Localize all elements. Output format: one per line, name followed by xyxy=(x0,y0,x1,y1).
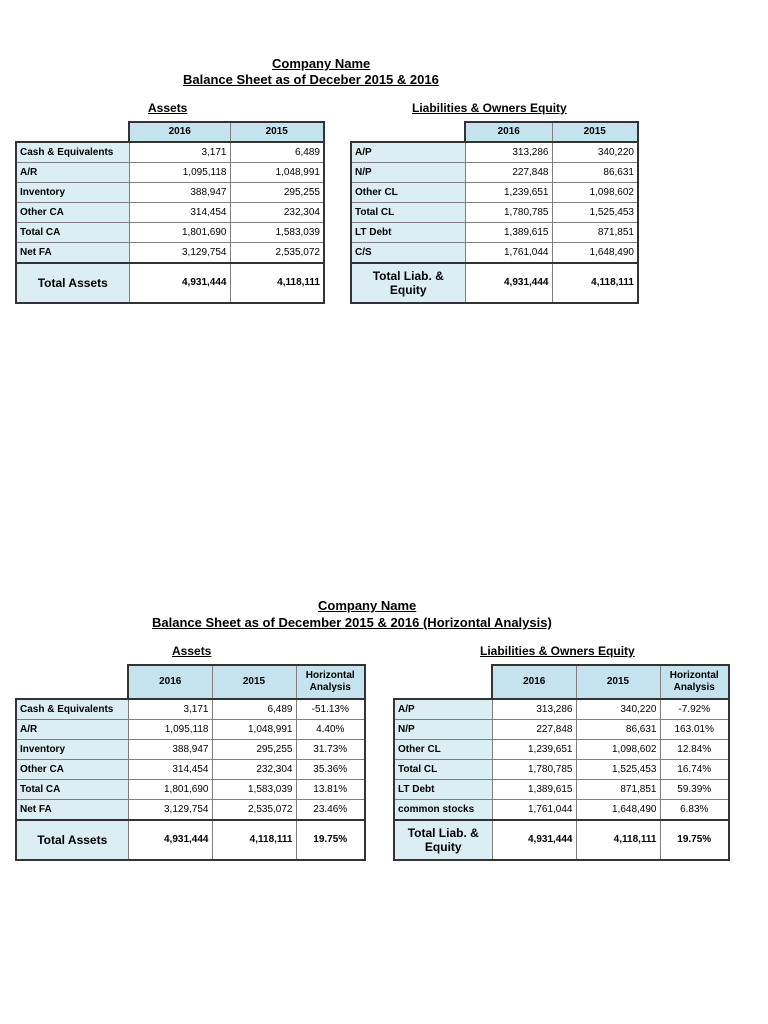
table-row xyxy=(16,203,324,223)
table-row xyxy=(16,800,365,821)
total-value-2015: 4,118,111 xyxy=(552,263,638,303)
row-label: A/P xyxy=(351,142,465,163)
value-2016: 388,947 xyxy=(128,740,212,760)
total-value-2015: 4,118,111 xyxy=(576,820,660,860)
value-2015: 1,583,039 xyxy=(230,223,324,243)
value-2016: 1,780,785 xyxy=(492,760,576,780)
table-row xyxy=(394,720,729,740)
sheet2-liab-label: Liabilities & Owners Equity xyxy=(480,644,635,658)
row-label: Other CA xyxy=(16,203,129,223)
sheet1-title: Company Name xyxy=(272,56,371,71)
row-label: LT Debt xyxy=(351,223,465,243)
value-2015: 295,255 xyxy=(212,740,296,760)
value-2016: 1,095,118 xyxy=(129,163,230,183)
value-2016: 1,239,651 xyxy=(465,183,552,203)
value-2015: 232,304 xyxy=(212,760,296,780)
row-label: Total CL xyxy=(394,760,492,780)
value-2015: 1,048,991 xyxy=(212,720,296,740)
value-2016: 1,095,118 xyxy=(128,720,212,740)
value-2015: 871,851 xyxy=(552,223,638,243)
row-label: Other CL xyxy=(351,183,465,203)
row-label: C/S xyxy=(351,243,465,264)
horizontal-analysis-value: 31.73% xyxy=(296,740,365,760)
sheet1-assets-label: Assets xyxy=(148,101,188,115)
value-2015: 1,648,490 xyxy=(552,243,638,264)
value-2015: 871,851 xyxy=(576,780,660,800)
value-2016: 1,780,785 xyxy=(465,203,552,223)
row-label: Cash & Equivalents xyxy=(16,142,129,163)
sheet2-subtitle: Balance Sheet as of December 2015 & 2016 (Horizontal Analysis) xyxy=(152,615,552,630)
table-row xyxy=(394,760,729,780)
table-row xyxy=(394,780,729,800)
col-header-2016: 2016 xyxy=(492,665,576,699)
table-row xyxy=(351,203,638,223)
value-2016: 1,239,651 xyxy=(492,740,576,760)
sheet1-assets-table xyxy=(15,121,325,304)
table-row xyxy=(16,223,324,243)
value-2016: 1,761,044 xyxy=(492,800,576,821)
value-2015: 86,631 xyxy=(552,163,638,183)
value-2016: 388,947 xyxy=(129,183,230,203)
row-label: LT Debt xyxy=(394,780,492,800)
sheet2-title: Company Name xyxy=(318,598,417,613)
value-2016: 314,454 xyxy=(128,760,212,780)
table-row xyxy=(16,699,365,720)
value-2016: 3,171 xyxy=(129,142,230,163)
row-label: A/R xyxy=(16,720,128,740)
value-2016: 1,761,044 xyxy=(465,243,552,264)
table-row xyxy=(351,142,638,163)
horizontal-analysis-value: 6.83% xyxy=(660,800,729,821)
total-liab-label: Total Liab. & Equity xyxy=(351,263,465,303)
sheet1-subtitle: Balance Sheet as of Deceber 2015 & 2016 xyxy=(183,72,439,87)
horizontal-analysis-value: -7.92% xyxy=(660,699,729,720)
value-2015: 1,098,602 xyxy=(576,740,660,760)
horizontal-analysis-value: 59.39% xyxy=(660,780,729,800)
table-row xyxy=(16,183,324,203)
value-2016: 1,389,615 xyxy=(465,223,552,243)
total-assets-label: Total Assets xyxy=(16,820,128,860)
value-2015: 295,255 xyxy=(230,183,324,203)
row-label: Total CL xyxy=(351,203,465,223)
total-horizontal-analysis: 19.75% xyxy=(296,820,365,860)
total-value-2016: 4,931,444 xyxy=(129,263,230,303)
table-row xyxy=(16,780,365,800)
value-2016: 313,286 xyxy=(492,699,576,720)
value-2015: 340,220 xyxy=(576,699,660,720)
row-label: Total CA xyxy=(16,223,129,243)
value-2015: 1,098,602 xyxy=(552,183,638,203)
row-label: Other CA xyxy=(16,760,128,780)
row-label: N/P xyxy=(394,720,492,740)
table-row xyxy=(394,800,729,821)
col-header-2016: 2016 xyxy=(129,122,230,142)
value-2015: 1,525,453 xyxy=(552,203,638,223)
value-2015: 2,535,072 xyxy=(212,800,296,821)
total-row xyxy=(16,820,365,860)
value-2016: 1,801,690 xyxy=(128,780,212,800)
horizontal-analysis-value: -51.13% xyxy=(296,699,365,720)
table-row xyxy=(351,183,638,203)
value-2016: 3,129,754 xyxy=(128,800,212,821)
col-header-2016: 2016 xyxy=(465,122,552,142)
table-row xyxy=(16,142,324,163)
total-horizontal-analysis: 19.75% xyxy=(660,820,729,860)
col-header-horizontal-analysis: Horizontal Analysis xyxy=(660,665,729,699)
row-label: Net FA xyxy=(16,800,128,821)
row-label: Inventory xyxy=(16,183,129,203)
row-label: common stocks xyxy=(394,800,492,821)
horizontal-analysis-value: 12.84% xyxy=(660,740,729,760)
col-header-2015: 2015 xyxy=(230,122,324,142)
sheet1-liab-label: Liabilities & Owners Equity xyxy=(412,101,567,115)
value-2015: 1,648,490 xyxy=(576,800,660,821)
total-value-2016: 4,931,444 xyxy=(465,263,552,303)
table-row xyxy=(16,163,324,183)
col-header-2015: 2015 xyxy=(212,665,296,699)
row-label: Other CL xyxy=(394,740,492,760)
value-2015: 232,304 xyxy=(230,203,324,223)
col-header-horizontal-analysis: Horizontal Analysis xyxy=(296,665,365,699)
row-label: A/P xyxy=(394,699,492,720)
table-row xyxy=(16,740,365,760)
table-row xyxy=(394,699,729,720)
total-row xyxy=(394,820,729,860)
table-row xyxy=(351,163,638,183)
total-value-2016: 4,931,444 xyxy=(492,820,576,860)
table-row xyxy=(394,740,729,760)
sheet1-liab-table xyxy=(350,121,639,304)
value-2015: 1,048,991 xyxy=(230,163,324,183)
value-2016: 313,286 xyxy=(465,142,552,163)
value-2016: 3,129,754 xyxy=(129,243,230,264)
total-value-2015: 4,118,111 xyxy=(230,263,324,303)
value-2015: 86,631 xyxy=(576,720,660,740)
table-row xyxy=(351,223,638,243)
row-label: Cash & Equivalents xyxy=(16,699,128,720)
total-value-2015: 4,118,111 xyxy=(212,820,296,860)
table-row xyxy=(16,760,365,780)
row-label: N/P xyxy=(351,163,465,183)
row-label: Net FA xyxy=(16,243,129,264)
horizontal-analysis-value: 23.46% xyxy=(296,800,365,821)
table-row xyxy=(16,243,324,264)
total-row xyxy=(351,263,638,303)
value-2016: 227,848 xyxy=(465,163,552,183)
value-2015: 1,525,453 xyxy=(576,760,660,780)
value-2015: 6,489 xyxy=(212,699,296,720)
total-assets-label: Total Assets xyxy=(16,263,129,303)
horizontal-analysis-value: 35.36% xyxy=(296,760,365,780)
col-header-2016: 2016 xyxy=(128,665,212,699)
value-2016: 1,801,690 xyxy=(129,223,230,243)
total-liab-label: Total Liab. & Equity xyxy=(394,820,492,860)
col-header-2015: 2015 xyxy=(552,122,638,142)
sheet2-liab-table xyxy=(393,664,730,861)
total-row xyxy=(16,263,324,303)
table-row xyxy=(351,243,638,264)
value-2016: 1,389,615 xyxy=(492,780,576,800)
table-row xyxy=(16,720,365,740)
value-2015: 340,220 xyxy=(552,142,638,163)
sheet2-assets-label: Assets xyxy=(172,644,212,658)
sheet2-assets-table xyxy=(15,664,366,861)
horizontal-analysis-value: 16.74% xyxy=(660,760,729,780)
horizontal-analysis-value: 4.40% xyxy=(296,720,365,740)
value-2015: 2,535,072 xyxy=(230,243,324,264)
value-2016: 314,454 xyxy=(129,203,230,223)
row-label: Inventory xyxy=(16,740,128,760)
col-header-2015: 2015 xyxy=(576,665,660,699)
value-2016: 3,171 xyxy=(128,699,212,720)
value-2015: 1,583,039 xyxy=(212,780,296,800)
row-label: A/R xyxy=(16,163,129,183)
value-2015: 6,489 xyxy=(230,142,324,163)
total-value-2016: 4,931,444 xyxy=(128,820,212,860)
row-label: Total CA xyxy=(16,780,128,800)
horizontal-analysis-value: 163.01% xyxy=(660,720,729,740)
value-2016: 227,848 xyxy=(492,720,576,740)
horizontal-analysis-value: 13.81% xyxy=(296,780,365,800)
